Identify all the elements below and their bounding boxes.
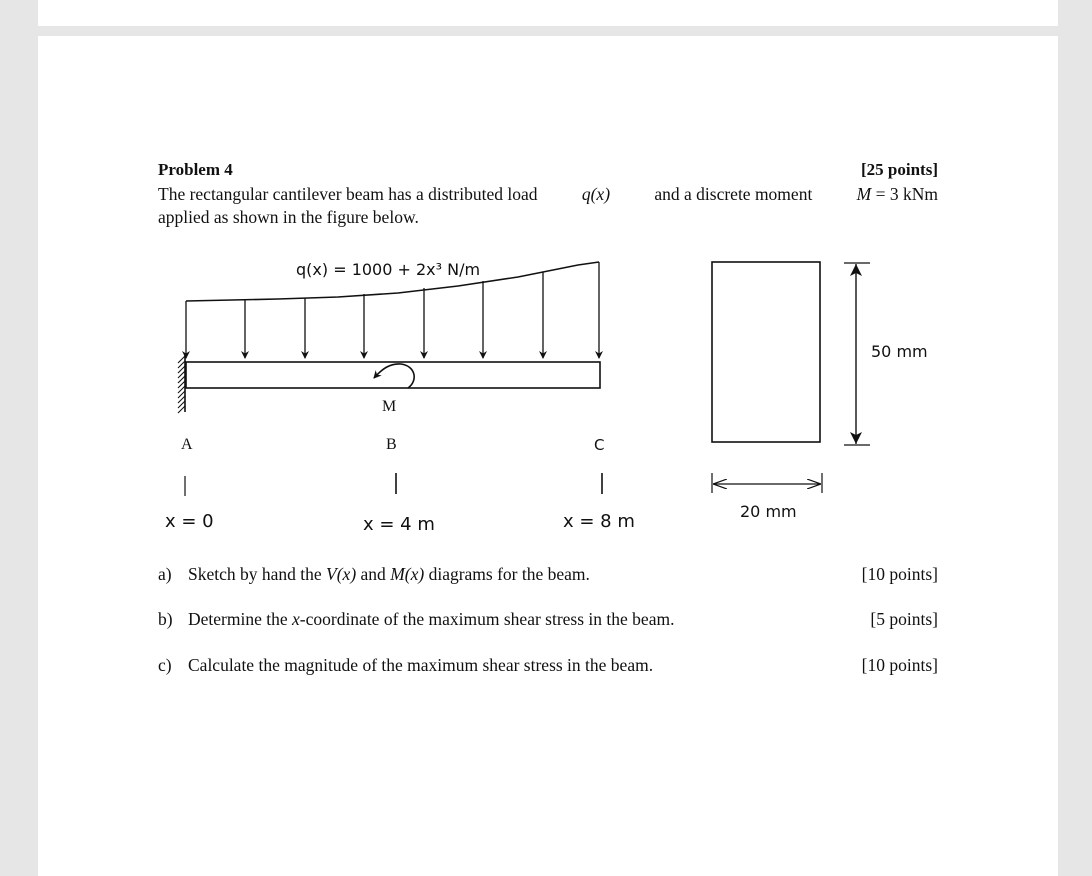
question-a-pre: Sketch by hand the [188,564,327,584]
question-c-label: c) [158,655,172,675]
question-a [158,564,938,588]
question-a-text [188,564,590,585]
question-a-points: [10 points] [861,564,938,584]
point-a-label: A [181,436,193,453]
question-b [158,609,938,633]
cross-section [712,262,820,442]
question-c [158,655,938,679]
point-c-label: C [594,436,605,454]
question-a-mid: and [356,564,391,584]
load-symbol: q(x) [581,184,611,204]
question-b-points: [5 points] [870,609,938,629]
load-function-label: q(x) = 1000 + 2x³ N/m [296,260,481,279]
moment-symbol: M [856,184,872,204]
question-b-label: b) [158,609,173,629]
problem-title: Problem 4 [158,160,233,179]
question-b-post: -coordinate of the maximum shear stress in the beam. [299,609,675,629]
width-dimension-label: 20 mm [740,502,797,521]
document-page [38,36,1058,876]
statement-line-2: applied as shown in the figure below. [158,207,419,227]
shear-symbol: V(x) [326,564,357,584]
height-dimension-label: 50 mm [871,342,928,361]
x-coordinate-b: x = 4 m [363,514,435,535]
statement-text-1: The rectangular cantilever beam has a distributed load [158,184,538,204]
question-b-pre: Determine the [188,609,292,629]
moment-label: M [382,398,397,415]
point-b-label: B [386,436,397,453]
problem-points: [25 points] [861,160,938,179]
beam-figure [38,36,1058,876]
question-b-text [188,609,674,630]
question-a-label: a) [158,564,172,584]
question-a-post: diagrams for the beam. [424,564,590,584]
moment-function-symbol: M(x) [390,564,425,584]
moment-value: = 3 kNm [871,184,938,204]
x-coordinate-c: x = 8 m [563,511,635,532]
x-symbol: x [291,609,300,629]
cantilever-beam [186,362,600,388]
previous-page-edge [38,0,1058,26]
x-coordinate-a: x = 0 [165,511,214,532]
question-c-text: Calculate the magnitude of the maximum shear stress in the beam. [188,655,654,675]
statement-text-2: and a discrete moment [654,184,813,204]
question-c-points: [10 points] [861,655,938,675]
fixed-support [178,354,185,413]
